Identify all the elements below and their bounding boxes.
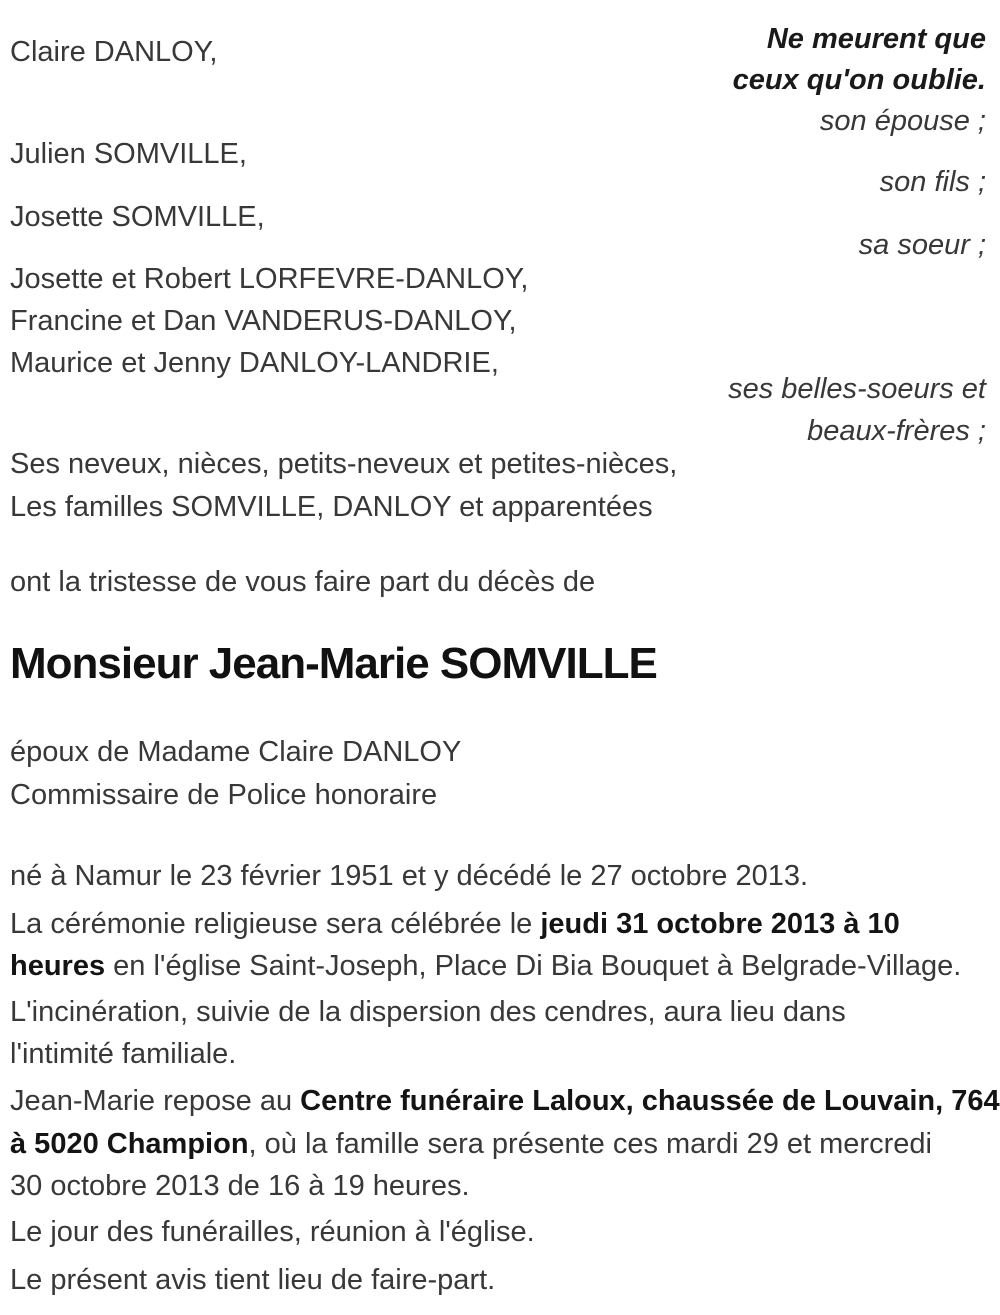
ceremony-line-2-regular: en l'église Saint-Joseph, Place Di Bia Bouquet à Belgrade-Village. <box>105 950 962 982</box>
mourner-name-couple-1: Josette et Robert LORFEVRE-DANLOY, <box>10 263 529 295</box>
birth-death-line: né à Namur le 23 février 1951 et y décédé le 27 octobre 2013. <box>10 860 809 892</box>
cremation-line-2: l'intimité familiale. <box>10 1038 237 1070</box>
repose-line-1 <box>10 1083 1000 1119</box>
ceremony-line-1-regular: La cérémonie religieuse sera célébrée le <box>10 908 541 940</box>
mourner-name-sister: Josette SOMVILLE, <box>10 201 265 233</box>
mourner-name-couple-3: Maurice et Jenny DANLOY-LANDRIE, <box>10 347 499 379</box>
mourner-name-nephews: Ses neveux, nièces, petits-neveux et petites-nièces, <box>10 448 678 480</box>
epitaph-line-2: ceux qu'on oublie. <box>732 64 986 96</box>
deceased-name-heading: Monsieur Jean-Marie SOMVILLE <box>10 639 657 688</box>
mourner-name-families: Les familles SOMVILLE, DANLOY et apparentées <box>10 491 653 523</box>
ceremony-line-2 <box>10 948 961 984</box>
ceremony-line-1 <box>10 906 900 942</box>
relation-label-sister: sa soeur ; <box>858 229 986 261</box>
repose-line-2-regular: , où la famille sera présente ces mardi 29 et mercredi <box>248 1128 932 1160</box>
repose-line-1-regular: Jean-Marie repose au <box>10 1085 301 1117</box>
relation-label-inlaws-1: ses belles-soeurs et <box>728 373 986 405</box>
relation-label-son: son fils ; <box>879 166 986 198</box>
ceremony-line-1-bold: jeudi 31 octobre 2013 à 10 <box>540 908 900 940</box>
mourner-name-spouse: Claire DANLOY, <box>10 36 218 68</box>
subtitle-profession: Commissaire de Police honoraire <box>10 779 438 811</box>
mourner-name-son: Julien SOMVILLE, <box>10 138 247 170</box>
repose-line-2 <box>10 1126 932 1162</box>
funeral-day-line: Le jour des funérailles, réunion à l'église. <box>10 1216 535 1248</box>
mourner-name-couple-2: Francine et Dan VANDERUS-DANLOY, <box>10 305 517 337</box>
subtitle-spouse-of: époux de Madame Claire DANLOY <box>10 736 462 768</box>
epitaph-line-1: Ne meurent que <box>766 23 986 55</box>
relation-label-spouse: son épouse ; <box>819 105 986 137</box>
notice-line: Le présent avis tient lieu de faire-part. <box>10 1264 496 1296</box>
relation-label-inlaws-2: beaux-frères ; <box>807 415 986 447</box>
repose-line-1-bold: Centre funéraire Laloux, chaussée de Louvain, 764 <box>300 1085 1000 1117</box>
ceremony-line-2-bold: heures <box>10 950 106 982</box>
cremation-line-1: L'incinération, suivie de la dispersion des cendres, aura lieu dans <box>10 996 846 1028</box>
repose-line-2-bold: à 5020 Champion <box>10 1128 249 1160</box>
repose-line-3: 30 octobre 2013 de 16 à 19 heures. <box>10 1170 470 1202</box>
intro-sentence: ont la tristesse de vous faire part du décès de <box>10 566 596 598</box>
